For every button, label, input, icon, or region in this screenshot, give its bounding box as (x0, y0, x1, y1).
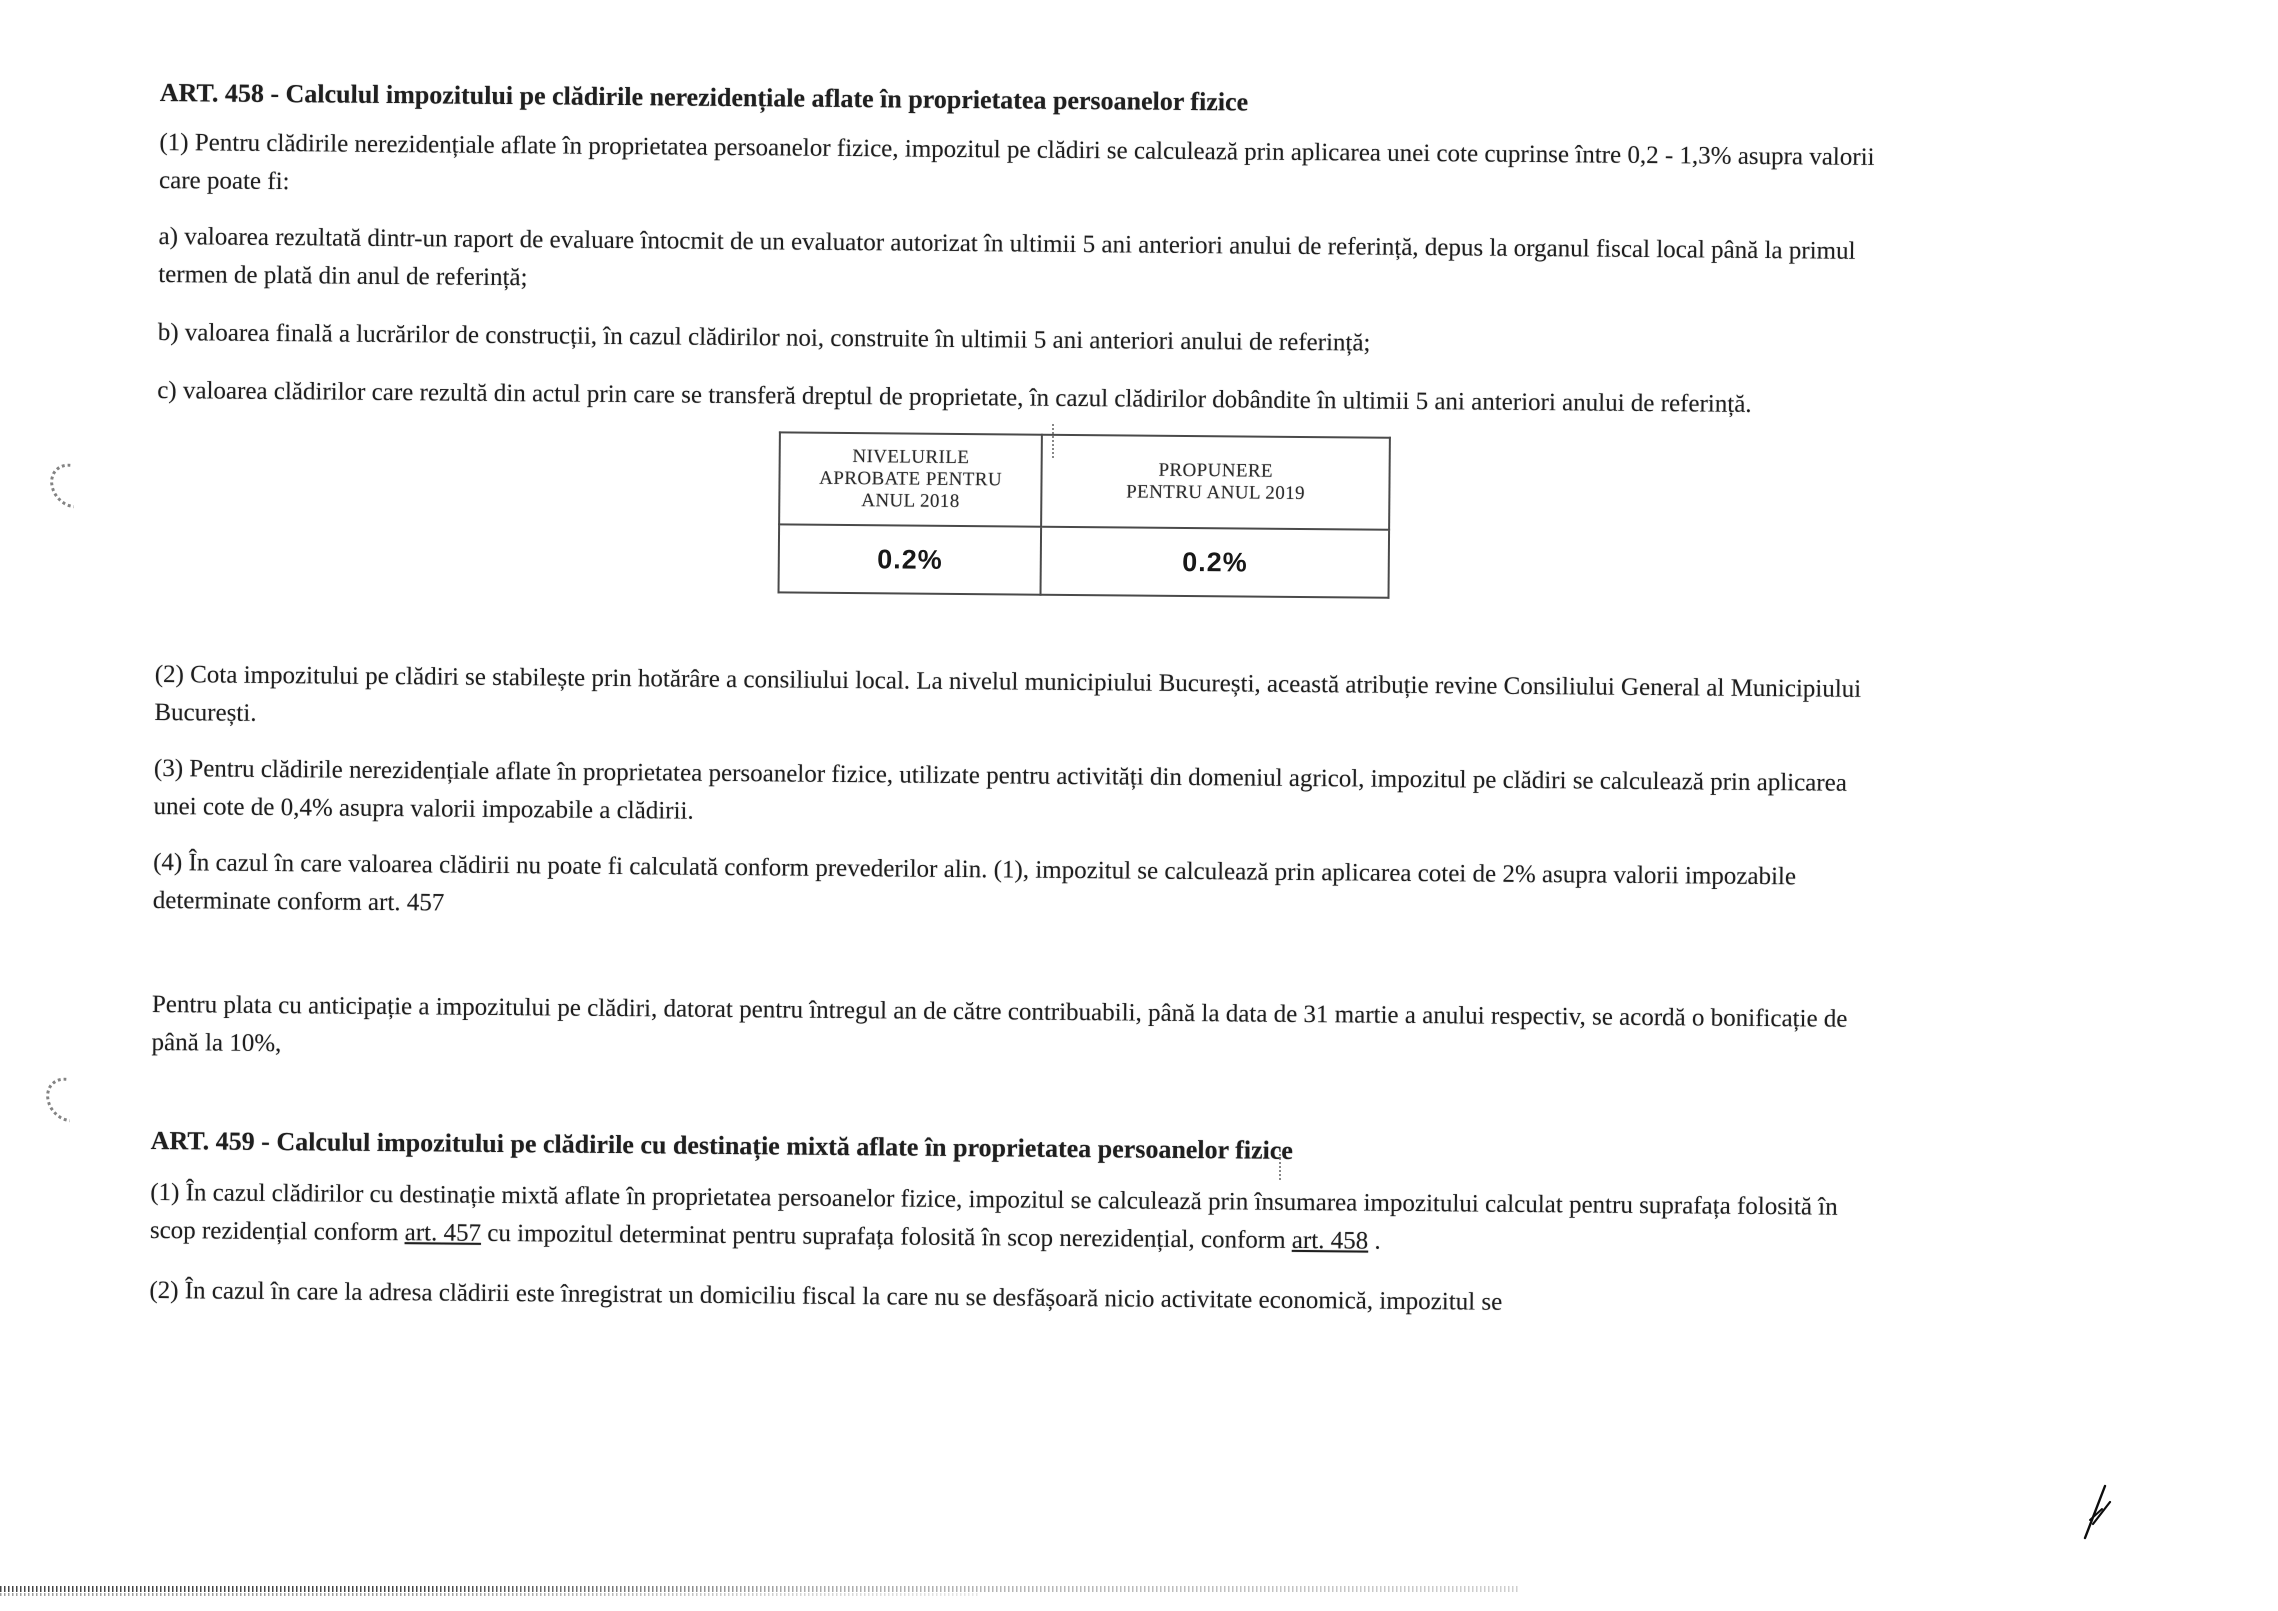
art-458-item-b: b) valoarea finală a lucrărilor de construcții, în cazul clădirilor noi, construite în ultimii 5 ani anteriori anului de referință; (157, 318, 1371, 357)
art-458-para-2: (2) Cota impozitului pe clădiri se stabilește prin hotărâre a consiliului local. La nivelul municipiului București, această atribuție revine Consiliului General al Municipiului București. (154, 660, 1862, 727)
scan-crescent-mark-bottom (37, 1069, 99, 1131)
art-458-item-c: c) valoarea clădirilor care rezultă din actul prin care se transferă dreptul de proprietate, în cazul clădirilor dobândite în ultimii 5 ani anteriori anului de referință. (157, 376, 1752, 418)
art-458-para-1: (1) Pentru clădirile nerezidențiale aflate în proprietatea persoanelor fizice, impozitul pe clădiri se calculează prin aplicarea unei cote cuprinse între 0,2 - 1,3% asupra valorii care poate fi: (158, 128, 1875, 196)
rate-value-2019: 0.2% (1041, 527, 1389, 598)
rate-table (778, 431, 1391, 598)
rate-table-value-row (779, 524, 1390, 597)
rate-table-header-2019 (1041, 435, 1389, 530)
art-459-para-1 (150, 1174, 1875, 1265)
scan-crescent-mark-top (41, 455, 103, 517)
art-458-item-a: a) valoarea rezultată dintr-un raport de evaluare întocmit de un evaluator autorizat în ultimii 5 ani anteriori anului de referință, depus la organul fiscal local până la primul termen de plată din anul de referință; (158, 222, 1856, 292)
art-458-bonification-para: Pentru plata cu anticipație a impozitului pe clădiri, datorat pentru întregul an de către contribuabili, până la data de 31 martie a anului respectiv, se acordă o bonificație de până la 10%, (151, 990, 1848, 1058)
rate-table-header-row (779, 432, 1390, 529)
rate-table-header-2018-label: NIVELURILE APROBATE PENTRU ANUL 2018 (819, 446, 1003, 512)
link-art-457[interactable]: art. 457 (404, 1219, 482, 1247)
art-459-para-1-text-b: cu impozitul determinat pentru suprafața folosită în scop nerezidențial, conform (480, 1219, 1292, 1254)
art-458-para-4: (4) În cazul în care valoarea clădirii nu poate fi calculată conform prevederilor alin. (1), impozitul se calculează prin aplicarea cotei de 2% asupra valorii impozabile determinate conform art. 457 (152, 848, 1797, 917)
art-459-heading: ART. 459 - Calculul impozitului pe clădirile cu destinație mixtă aflate în proprietatea persoanelor fizice (150, 1125, 1294, 1165)
rate-table-header-2018 (779, 432, 1042, 526)
rate-table-header-2019-label: PROPUNERE PENTRU ANUL 2019 (1126, 459, 1306, 505)
rate-value-2018: 0.2% (779, 524, 1042, 594)
scan-speck-above-heading (1279, 1150, 1281, 1180)
art-459-para-1-text-c: . (1368, 1227, 1381, 1255)
scan-speck-above-table (1052, 424, 1054, 458)
link-art-458[interactable]: art. 458 (1291, 1226, 1369, 1255)
art-459-para-1-text-a: (1) În cazul clădirilor cu destinație mixtă aflate în proprietatea persoanelor fizice, impozitul se calculează prin însumarea impozitului calculat pentru suprafața folosită în scop rezidențial conform (149, 1178, 1838, 1247)
scan-bottom-edge-noise-2 (0, 1593, 980, 1596)
art-458-heading: ART. 458 - Calculul impozitului pe clădirile nerezidențiale aflate în proprietatea persoanelor fizice (159, 77, 1249, 117)
art-459-para-2: (2) În cazul în care la adresa clădirii este înregistrat un domiciliu fiscal la care nu se desfășoară nicio activitate economică, impozitul se (149, 1276, 1503, 1316)
art-458-para-3: (3) Pentru clădirile nerezidențiale aflate în proprietatea persoanelor fizice, utilizate pentru activități din domeniul agricol, impozitul pe clădiri se calculează prin aplicarea unei cote de 0,4% asupra valorii impozabile a clădirii. (153, 754, 1847, 825)
document-body (149, 76, 1884, 1325)
scan-bottom-edge-noise (0, 1586, 1520, 1592)
handwritten-pen-mark (2072, 1482, 2120, 1554)
